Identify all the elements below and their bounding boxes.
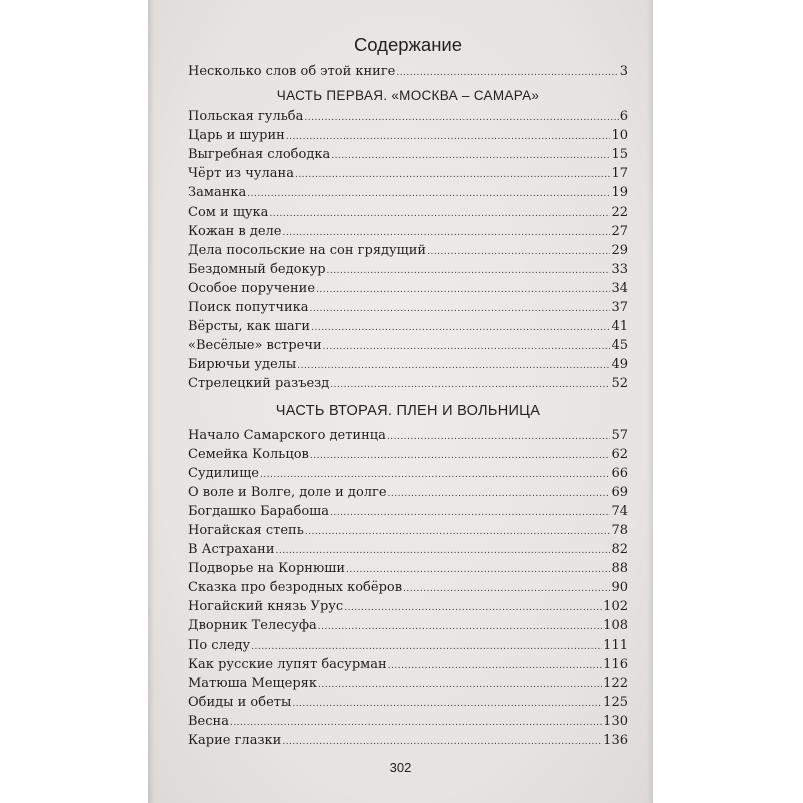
toc-entry — [188, 426, 628, 445]
toc-entry — [188, 483, 628, 502]
toc-entry-page: 57 — [611, 427, 628, 443]
toc-entry-page: 41 — [611, 319, 628, 335]
toc-entry — [188, 693, 628, 712]
toc-leader-dots — [286, 128, 611, 147]
toc-entry-title: «Весёлые» встречи — [188, 338, 322, 354]
toc-entry-title: Семейка Кольцов — [188, 446, 309, 462]
toc-leader-dots — [327, 262, 611, 281]
toc-entry — [188, 559, 628, 578]
toc-leader-dots — [403, 580, 610, 599]
toc-entry — [188, 203, 628, 222]
toc-entry-title: Бирючьи уделы — [188, 357, 297, 373]
toc-entry-title: О воле и Волге, доле и долге — [188, 484, 387, 500]
toc-entry-page: 10 — [611, 128, 628, 144]
toc-leader-dots — [297, 357, 610, 376]
toc-entry-title: Богдашко Барабоша — [188, 503, 329, 519]
toc-entry-title: Судилище — [188, 465, 259, 481]
toc-entry — [188, 502, 628, 521]
toc-entry-page: 82 — [611, 542, 628, 558]
toc-entry-page: 19 — [611, 185, 628, 201]
toc-entry — [188, 674, 628, 693]
toc-entry-page: 37 — [611, 300, 628, 316]
toc-leader-dots — [247, 185, 610, 204]
toc-entry — [188, 355, 628, 374]
toc-leader-dots — [292, 695, 602, 714]
toc-entry-page: 136 — [603, 733, 628, 748]
toc-leader-dots — [310, 300, 611, 319]
toc-entry-title: Заманка — [188, 185, 247, 201]
toc-leader-dots — [330, 376, 610, 395]
toc-entry-title: Несколько слов об этой книге — [188, 64, 396, 79]
toc-entry-page: 130 — [603, 713, 628, 729]
toc-leader-dots — [330, 504, 610, 523]
toc-entry — [188, 107, 628, 126]
table-of-contents — [188, 30, 628, 750]
toc-entry-page: 88 — [611, 561, 628, 577]
toc-entry-title: Польская гульба — [188, 109, 304, 125]
toc-entry — [188, 241, 628, 260]
toc-entry-intro — [188, 62, 628, 81]
toc-entry-page: 116 — [603, 656, 628, 672]
toc-entry-page: 27 — [611, 223, 628, 239]
toc-entry-page: 6 — [619, 109, 628, 125]
toc-entry — [188, 260, 628, 279]
toc-entry-page: 125 — [603, 694, 628, 710]
toc-entry-page: 108 — [603, 618, 628, 634]
toc-entry-title: Ногайский князь Урус — [188, 599, 344, 615]
toc-entry-title: Особое поручение — [188, 280, 316, 296]
toc-entry-title: Бездомный бедокур — [188, 261, 326, 277]
toc-leader-dots — [269, 205, 610, 224]
toc-entry — [188, 464, 628, 483]
toc-leader-dots — [427, 243, 610, 262]
toc-entry-page: 52 — [611, 376, 628, 392]
toc-entry — [188, 183, 628, 202]
toc-entry-page: 111 — [603, 637, 628, 653]
toc-leader-dots — [388, 657, 603, 676]
toc-entry-page: 17 — [611, 166, 628, 182]
toc-leader-dots — [387, 428, 611, 447]
toc-entry — [188, 317, 628, 336]
toc-entry-page: 49 — [611, 357, 628, 373]
toc-entry-title: Сом и щука — [188, 204, 269, 220]
toc-leader-dots — [396, 64, 618, 83]
toc-entry-page: 66 — [611, 465, 628, 481]
toc-entry-title: Выгребная слободка — [188, 147, 331, 163]
toc-entry — [188, 222, 628, 241]
toc-entry-page: 62 — [611, 446, 628, 462]
toc-entry-title: Матюша Мещеряк — [188, 675, 317, 691]
toc-entry-title: Чёрт из чулана — [188, 166, 294, 182]
toc-entry — [188, 578, 628, 597]
toc-entry-title: Начало Самарского детинца — [188, 427, 386, 443]
toc-entry — [188, 655, 628, 674]
toc-entry-title: Обиды и обеты — [188, 694, 292, 710]
page-number: 302 — [389, 760, 412, 775]
toc-entry-title: Царь и шурин — [188, 128, 285, 144]
toc-leader-dots — [388, 485, 611, 504]
toc-entry — [188, 164, 628, 183]
toc-leader-dots — [318, 618, 602, 637]
toc-entry — [188, 731, 628, 750]
toc-entry — [188, 597, 628, 616]
toc-leader-dots — [230, 714, 602, 733]
toc-entry — [188, 279, 628, 298]
toc-entry-title: Ногайская степь — [188, 522, 304, 538]
toc-entry-title: Сказка про безродных кобёров — [188, 580, 403, 596]
toc-entry — [188, 521, 628, 540]
toc-entry-title: Карие глазки — [188, 733, 282, 748]
toc-entry-page: 22 — [611, 204, 628, 220]
toc-leader-dots — [318, 676, 602, 695]
toc-entry-title: Кожан в деле — [188, 223, 282, 239]
toc-entry — [188, 298, 628, 317]
toc-entry-title: Весна — [188, 713, 229, 729]
toc-entry-title: Подворье на Корнюши — [188, 561, 346, 577]
book-page — [148, 0, 653, 803]
toc-entry-title: Поиск попутчика — [188, 300, 309, 316]
toc-entry-page: 34 — [611, 280, 628, 296]
toc-entry — [188, 374, 628, 393]
part-two-entries — [188, 426, 628, 751]
toc-entry-page: 90 — [611, 580, 628, 596]
toc-entry — [188, 616, 628, 635]
page-shadow-right — [647, 0, 653, 803]
toc-title: Содержание — [353, 34, 463, 55]
toc-entry-page: 78 — [611, 522, 628, 538]
toc-entry — [188, 712, 628, 731]
toc-leader-dots — [282, 733, 602, 752]
toc-entry — [188, 445, 628, 464]
toc-entry-title: По следу — [188, 637, 251, 653]
toc-entry-page: 29 — [611, 242, 628, 258]
toc-entry-title: Дела посольские на сон грядущий — [188, 242, 427, 258]
toc-leader-dots — [316, 281, 610, 300]
toc-leader-dots — [305, 523, 611, 542]
toc-entry-page: 45 — [611, 338, 628, 354]
toc-leader-dots — [304, 109, 618, 128]
toc-leader-dots — [310, 447, 611, 466]
page-shadow-left — [148, 0, 154, 803]
toc-leader-dots — [344, 599, 602, 618]
toc-entry-title: В Астрахани — [188, 542, 275, 558]
part-two-heading: ЧАСТЬ ВТОРАЯ. ПЛЕН И ВОЛЬНИЦА — [275, 402, 541, 419]
toc-entry — [188, 636, 628, 655]
toc-entry-page: 15 — [611, 147, 628, 163]
toc-entry-page: 33 — [611, 261, 628, 277]
toc-entry — [188, 336, 628, 355]
toc-entry — [188, 145, 628, 164]
part-one-heading: ЧАСТЬ ПЕРВАЯ. «МОСКВА – САМАРА» — [276, 88, 540, 104]
toc-leader-dots — [295, 166, 611, 185]
toc-leader-dots — [311, 319, 610, 338]
toc-entry-page: 74 — [611, 503, 628, 519]
toc-entry — [188, 540, 628, 559]
toc-entry-title: Стрелецкий разъезд — [188, 376, 330, 392]
toc-leader-dots — [331, 147, 610, 166]
toc-entry-page: 3 — [619, 64, 628, 79]
toc-entry-title: Дворник Телесуфа — [188, 618, 317, 634]
toc-entry — [188, 126, 628, 145]
toc-entry-page: 69 — [611, 484, 628, 500]
toc-leader-dots — [323, 338, 611, 357]
toc-entry-page: 102 — [603, 599, 628, 615]
toc-entry-title: Вёрсты, как шаги — [188, 319, 311, 335]
part-one-entries — [188, 107, 628, 393]
toc-entry-title: Как русские лупят басурман — [188, 656, 387, 672]
toc-entry-page: 122 — [603, 675, 628, 691]
